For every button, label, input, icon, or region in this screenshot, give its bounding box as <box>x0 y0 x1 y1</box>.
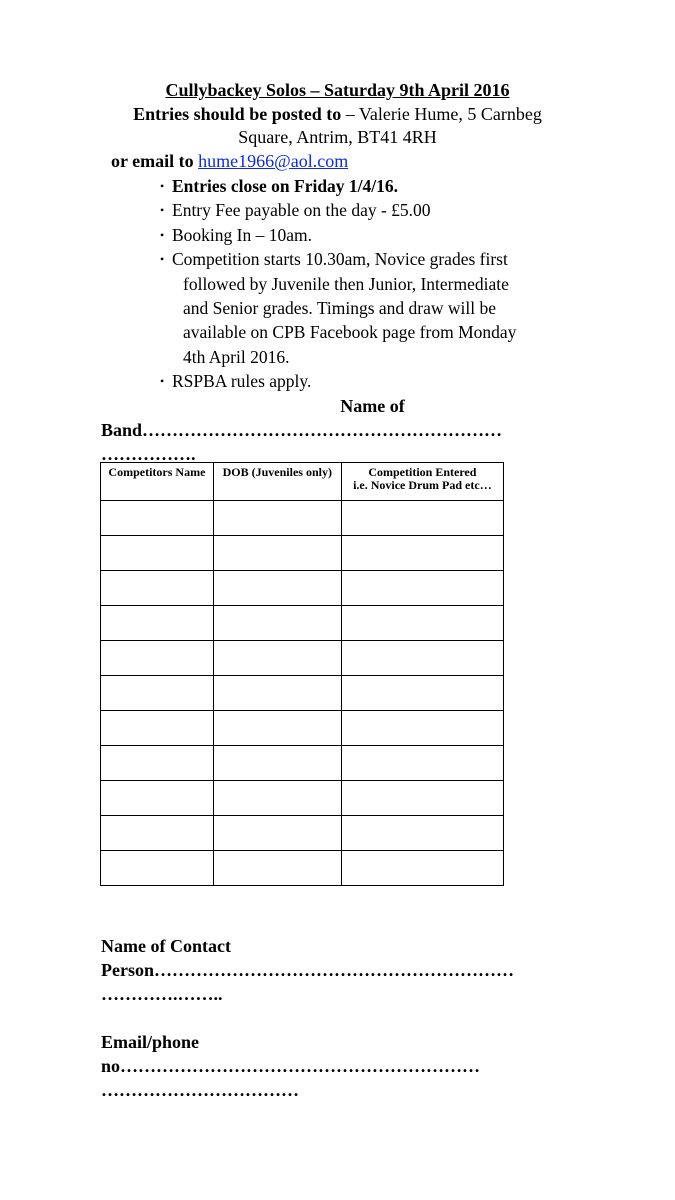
page-title: Cullybackey Solos – Saturday 9th April 2016 <box>165 80 510 100</box>
info-bullet-list <box>157 174 597 394</box>
competitor-name-cell[interactable] <box>101 536 214 571</box>
posted-address-part2: Square, Antrim, BT41 4RH <box>238 127 437 147</box>
contact-person-field-cont: ………….…….. <box>101 984 223 1004</box>
dob-cell[interactable] <box>213 571 341 606</box>
dob-cell[interactable] <box>213 501 341 536</box>
info-bullet-item <box>157 174 597 198</box>
competition-cell[interactable] <box>341 536 503 571</box>
table-row <box>101 641 504 676</box>
competition-cell[interactable] <box>341 851 503 886</box>
info-bullet-item <box>157 247 597 369</box>
competitor-name-cell[interactable] <box>101 641 214 676</box>
band-name-field[interactable]: Band…………………………………………………… <box>101 420 503 440</box>
bullet-text-continuation: available on CPB Facebook page from Monday <box>183 322 517 343</box>
dob-cell[interactable] <box>213 641 341 676</box>
bullet-dot-icon: • <box>160 374 165 389</box>
bullet-text: Entry Fee payable on the day - £5.00 <box>172 200 431 221</box>
header-competition-entered-label: Competition Entered <box>368 465 477 479</box>
bullet-text: RSPBA rules apply. <box>172 371 312 392</box>
bullet-text-continuation: and Senior grades. Timings and draw will be <box>183 298 497 319</box>
table-row <box>101 676 504 711</box>
competition-cell[interactable] <box>341 676 503 711</box>
competition-cell[interactable] <box>341 711 503 746</box>
dob-cell[interactable] <box>213 676 341 711</box>
competitor-name-cell[interactable] <box>101 816 214 851</box>
email-phone-field-cont: …………………………… <box>101 1080 299 1100</box>
email-label: or email to <box>111 151 199 171</box>
table-row <box>101 536 504 571</box>
table-row <box>101 781 504 816</box>
header-dob: DOB (Juveniles only) <box>213 463 341 501</box>
competitor-name-cell[interactable] <box>101 746 214 781</box>
table-row <box>101 571 504 606</box>
header-competition-entered <box>341 463 503 501</box>
bullet-text: Booking In – 10am. <box>172 224 312 245</box>
email-phone-heading: Email/phone <box>101 1032 200 1052</box>
competition-cell[interactable] <box>341 571 503 606</box>
table-row <box>101 816 504 851</box>
contact-heading: Name of Contact <box>101 936 231 956</box>
contact-person-field[interactable]: Person…………………………………………………… <box>101 960 514 980</box>
table-header-row <box>101 463 504 501</box>
competitor-name-cell[interactable] <box>101 851 214 886</box>
bullet-text-continuation: followed by Juvenile then Junior, Intermediate <box>183 273 509 294</box>
bullet-text: Entries close on Friday 1/4/16. <box>172 176 399 196</box>
competition-cell[interactable] <box>341 746 503 781</box>
bullet-text-continuation: 4th April 2016. <box>183 346 290 367</box>
header-competitors-name: Competitors Name <box>101 463 214 501</box>
dob-cell[interactable] <box>213 816 341 851</box>
bullet-dot-icon: • <box>160 227 165 242</box>
competitor-name-cell[interactable] <box>101 606 214 641</box>
dob-cell[interactable] <box>213 606 341 641</box>
dob-cell[interactable] <box>213 851 341 886</box>
table-row <box>101 851 504 886</box>
info-bullet-item <box>157 198 597 222</box>
email-link[interactable]: hume1966@aol.com <box>198 151 349 171</box>
header-competition-entered-sub: i.e. Novice Drum Pad etc… <box>353 478 492 492</box>
competition-cell[interactable] <box>341 816 503 851</box>
dob-cell[interactable] <box>213 746 341 781</box>
competition-cell[interactable] <box>341 641 503 676</box>
competitor-name-cell[interactable] <box>101 676 214 711</box>
posting-address-line <box>0 104 675 125</box>
dob-cell[interactable] <box>213 536 341 571</box>
table-row <box>101 606 504 641</box>
dob-cell[interactable] <box>213 781 341 816</box>
email-line <box>111 151 348 172</box>
bullet-dot-icon: • <box>160 252 165 267</box>
table-row <box>101 711 504 746</box>
competition-cell[interactable] <box>341 781 503 816</box>
bullet-dot-icon: • <box>160 203 165 218</box>
band-name-field-cont: ……………. <box>101 444 196 464</box>
table-row <box>101 501 504 536</box>
competitor-name-cell[interactable] <box>101 571 214 606</box>
competition-cell[interactable] <box>341 501 503 536</box>
email-phone-field[interactable]: no…………………………………………………… <box>101 1056 481 1076</box>
info-bullet-item <box>157 223 597 247</box>
posted-address-part1: – Valerie Hume, 5 Carnbeg <box>341 104 542 124</box>
band-name-heading: Name of <box>340 396 405 416</box>
competitor-name-cell[interactable] <box>101 711 214 746</box>
entries-table <box>100 462 504 886</box>
dob-cell[interactable] <box>213 711 341 746</box>
info-bullet-item <box>157 369 597 393</box>
competitor-name-cell[interactable] <box>101 781 214 816</box>
competitor-name-cell[interactable] <box>101 501 214 536</box>
competition-cell[interactable] <box>341 606 503 641</box>
bullet-text: Competition starts 10.30am, Novice grades first <box>172 249 508 270</box>
table-row <box>101 746 504 781</box>
bullet-dot-icon: • <box>160 179 165 193</box>
posted-label: Entries should be posted to <box>133 104 342 124</box>
